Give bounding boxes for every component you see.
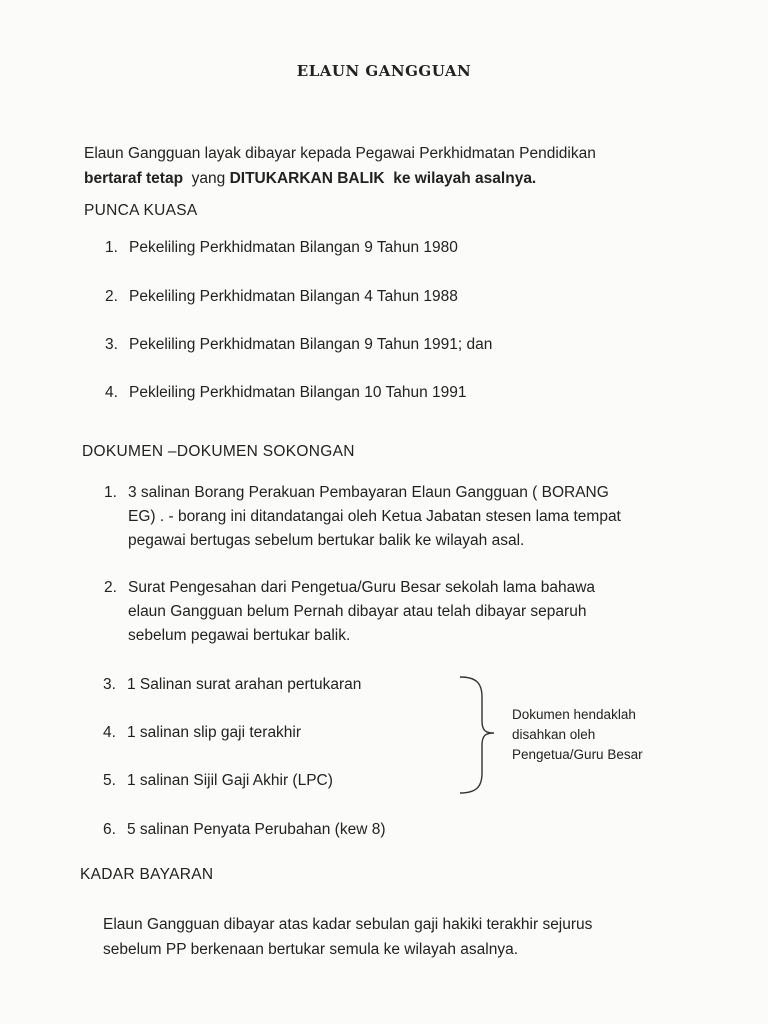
list-number: 4. [103,724,116,741]
paragraph-line: Elaun Gangguan dibayar atas kadar sebulan gaji hakiki terakhir sejurus [103,916,593,933]
list-text: 1 salinan Sijil Gaji Akhir (LPC) [127,772,333,789]
list-text [128,481,621,553]
list-text-line: pegawai bertugas sebelum bertukar balik ke wilayah asal. [128,532,525,549]
list-text: Pekeliling Perkhidmatan Bilangan 9 Tahun 1980 [129,239,458,256]
list-text-line: sebelum pegawai bertukar balik. [128,627,351,644]
intro-bold-status: bertaraf tetap [84,170,184,187]
list-text-line: EG) . - borang ini ditandatangai oleh Ketua Jabatan stesen lama tempat [128,508,621,525]
intro-line-1: Elaun Gangguan layak dibayar kepada Pegawai Perkhidmatan Pendidikan [84,145,596,162]
punca-kuasa-heading: PUNCA KUASA [84,202,198,219]
intro-text-yang: yang [183,170,230,187]
document-title: ELAUN GANGGUAN [296,62,472,80]
note-line: disahkan oleh [512,727,596,742]
list-text-line: 3 salinan Borang Perakuan Pembayaran Elaun Gangguan ( BORANG [128,484,609,501]
list-text: Pekleiling Perkhidmatan Bilangan 10 Tahun 1991 [129,384,467,401]
curly-brace-icon [450,673,510,799]
kadar-bayaran-paragraph [103,912,592,962]
list-number: 3. [105,336,118,353]
verification-note [512,705,643,765]
list-number: 1. [105,239,118,256]
list-text: 1 salinan slip gaji terakhir [127,724,302,741]
intro-line-2 [84,166,596,191]
list-text: Pekeliling Perkhidmatan Bilangan 9 Tahun 1991; dan [129,336,493,353]
dokumen-sokongan-heading: DOKUMEN –DOKUMEN SOKONGAN [82,443,355,460]
list-number: 3. [103,676,116,693]
note-line: Dokumen hendaklah [512,707,636,722]
list-number: 4. [105,384,118,401]
paragraph-line: sebelum PP berkenaan bertukar semula ke wilayah asalnya. [103,941,519,958]
list-number: 5. [103,772,116,789]
intro-text-wilayah: ke wilayah asalnya. [384,170,537,187]
list-text [128,576,595,648]
list-text-line: elaun Gangguan belum Pernah dibayar atau telah dibayar separuh [128,603,587,620]
list-number: 2. [104,579,117,596]
list-text: Pekeliling Perkhidmatan Bilangan 4 Tahun 1988 [129,288,458,305]
note-line: Pengetua/Guru Besar [512,747,643,762]
list-number: 1. [104,484,117,501]
intro-paragraph [84,141,596,191]
list-text-line: Surat Pengesahan dari Pengetua/Guru Besar sekolah lama bahawa [128,579,596,596]
list-number: 2. [105,288,118,305]
kadar-bayaran-heading: KADAR BAYARAN [80,866,214,883]
list-number: 6. [103,821,116,838]
list-text: 1 Salinan surat arahan pertukaran [127,676,362,693]
list-text: 5 salinan Penyata Perubahan (kew 8) [127,821,386,838]
intro-bold-ditukarkan: DITUKARKAN BALIK [229,170,385,187]
